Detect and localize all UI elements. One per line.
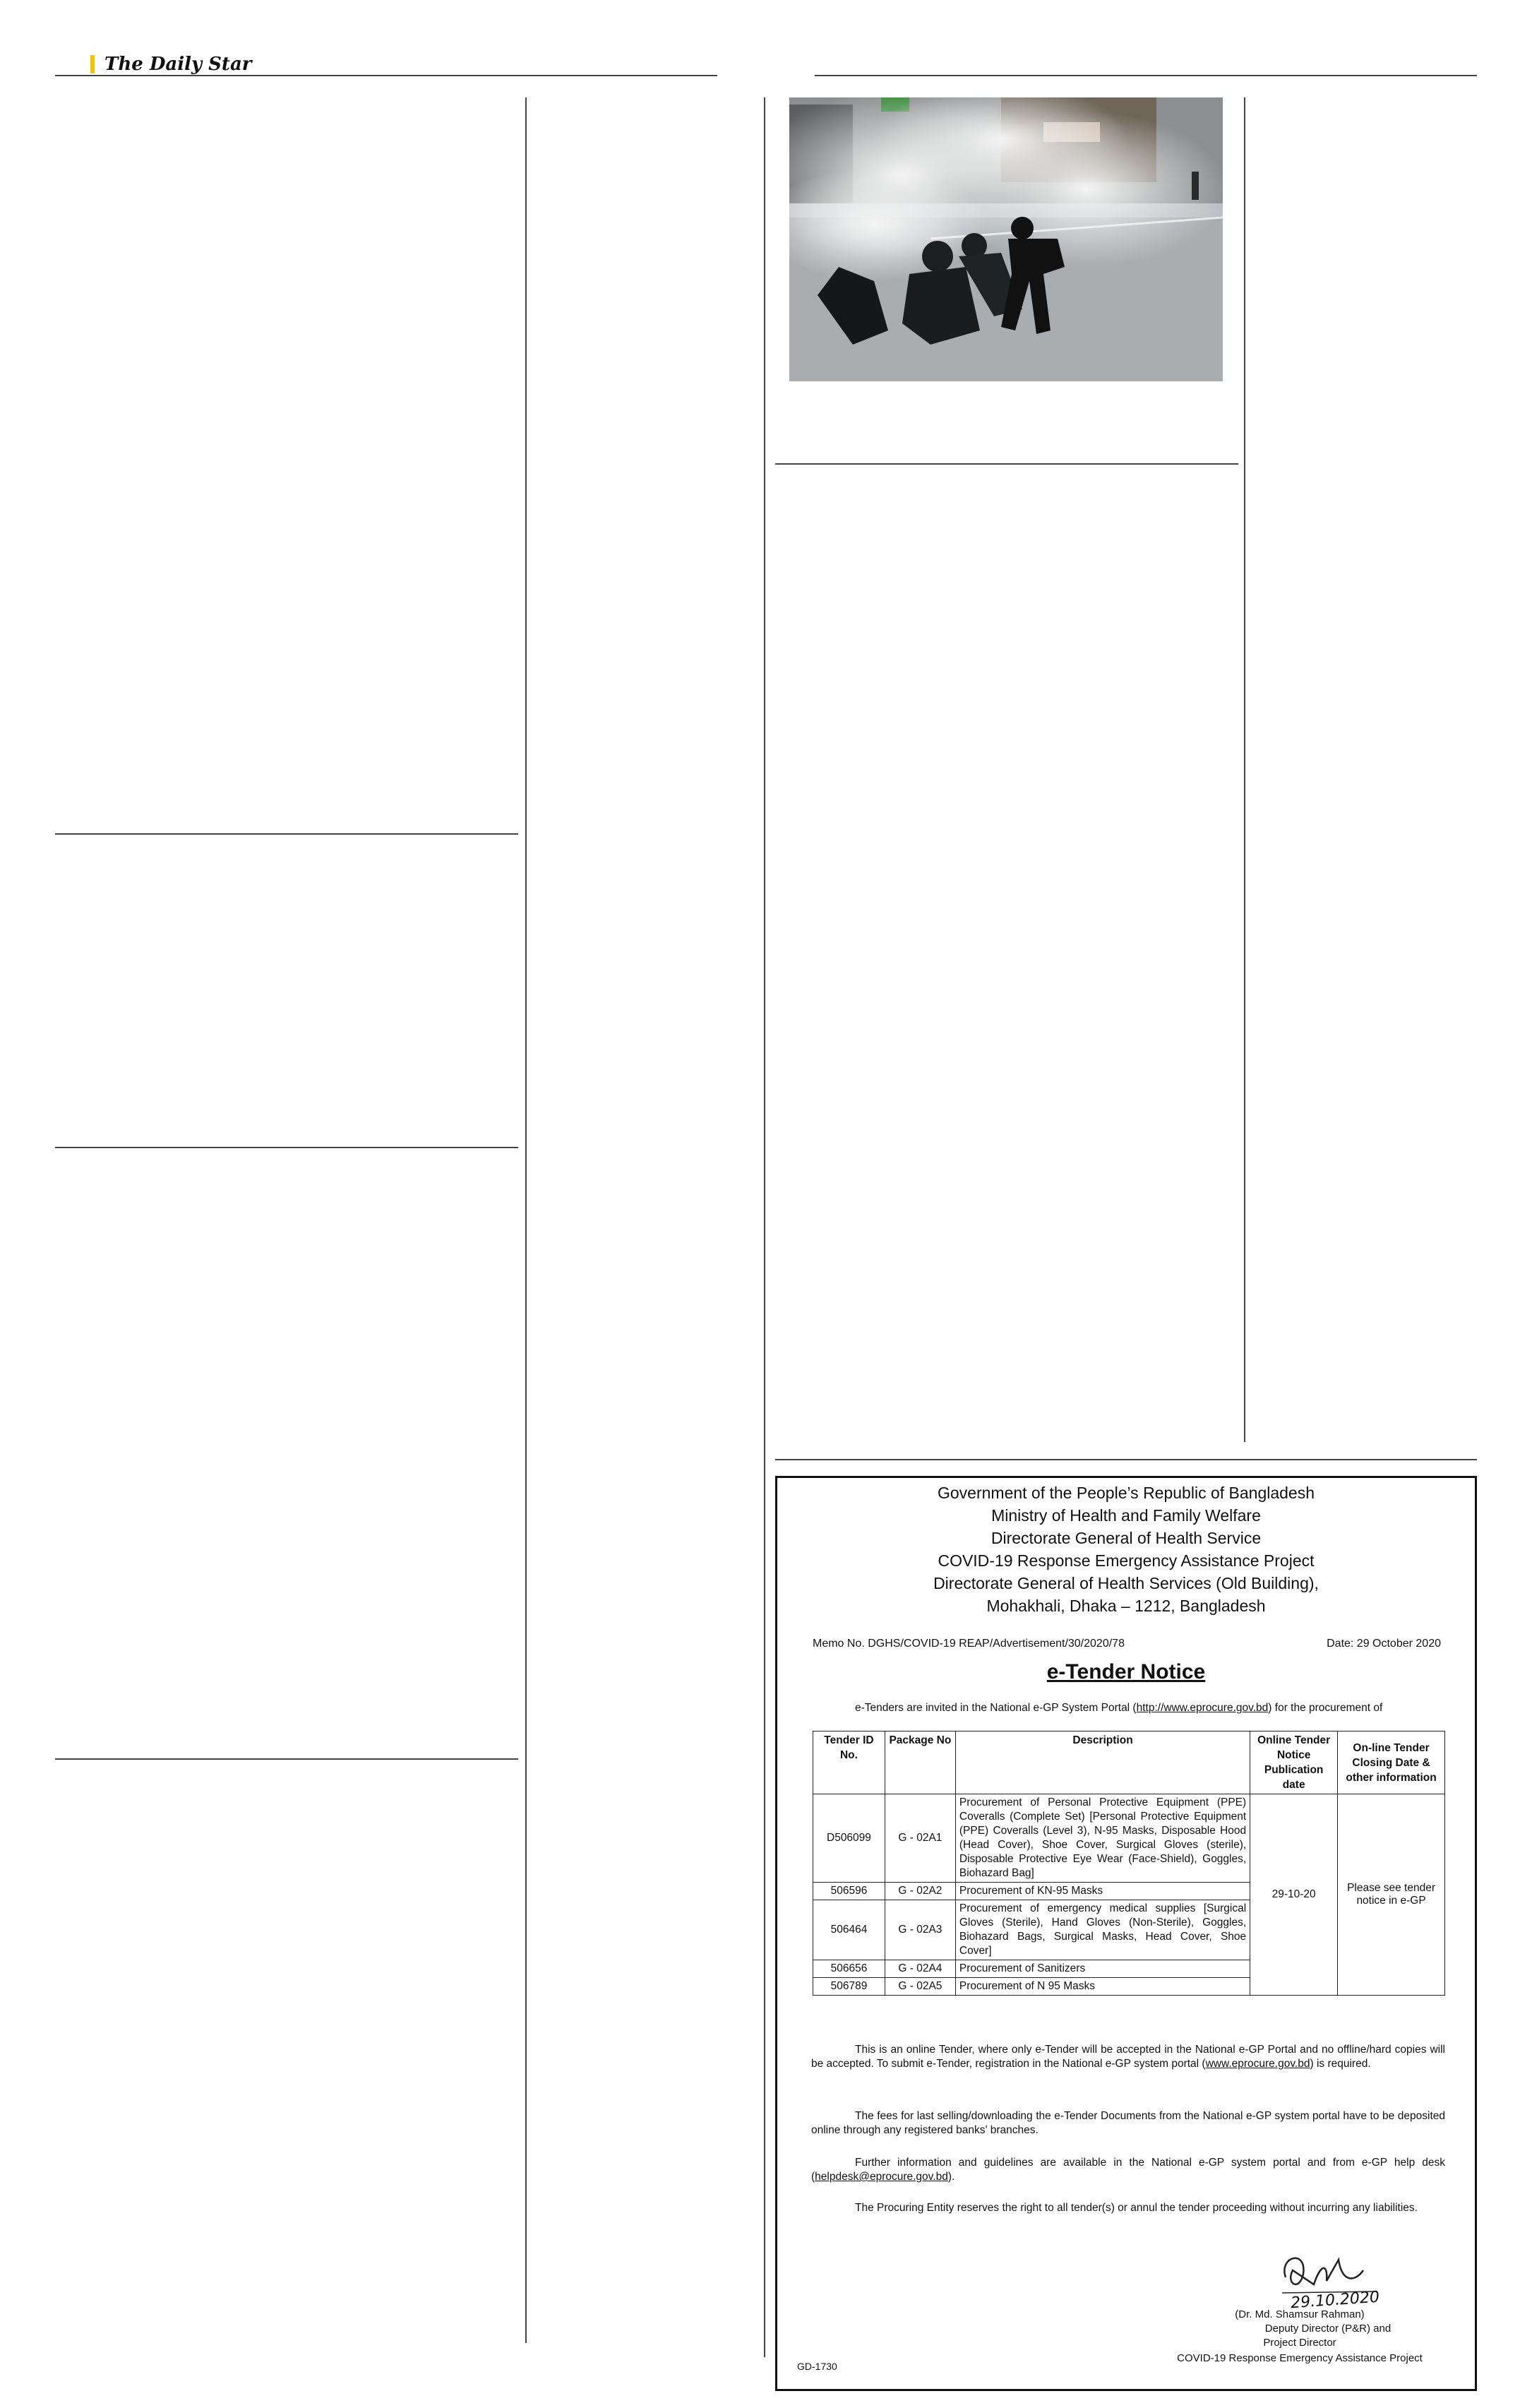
closing-info: Please see tender notice in e-GP — [1338, 1794, 1445, 1996]
news-photo — [789, 97, 1223, 381]
photo-bottom-rule — [775, 463, 1238, 465]
masthead-accent-bar — [90, 55, 95, 73]
online-tender-paragraph — [811, 2043, 1445, 2071]
intro-paragraph — [811, 1701, 1445, 1715]
column-divider-3 — [1244, 97, 1245, 1442]
table-row — [813, 1794, 1445, 1883]
intro-text-end: ) for the procurement of — [1268, 1702, 1383, 1714]
notice-header-line-1: Government of the People’s Republic of Bangladesh — [937, 1484, 1315, 1502]
notice-header-line-4: COVID-19 Response Emergency Assistance Project — [938, 1551, 1315, 1570]
news-photo-graphic — [789, 97, 1223, 381]
tender-description: Procurement of Personal Protective Equipment (PPE) Coveralls (Complete Set) [Personal Protective Equipment (PPE) Coveralls (Level 3), N-95 Masks, Disposable Hood (Head Cover), Shoe Cover, Surgical Gloves (sterile), Disposable Protective Eye Wear (Face-Shield), Goggles, Biohazard Bag] — [955, 1794, 1250, 1883]
signature-date: 29.10.2020 — [1290, 2288, 1380, 2313]
package-no: G - 02A5 — [885, 1978, 955, 1996]
signatory-title-2: Project Director — [1263, 2337, 1336, 2349]
col-header-publication-date: Online Tender Notice Publication date — [1250, 1732, 1338, 1794]
signatory-title-1: Deputy Director (P&R) and — [1264, 2323, 1392, 2335]
top-rule-left — [55, 75, 717, 76]
tender-description: Procurement of KN-95 Masks — [955, 1883, 1250, 1900]
eprocure-portal-link[interactable]: www.eprocure.gov.bd — [1205, 2058, 1310, 2070]
notice-header-line-6: Mohakhali, Dhaka – 1212, Bangladesh — [986, 1597, 1266, 1615]
tender-table — [813, 1731, 1445, 1996]
tender-id: 506656 — [813, 1960, 885, 1978]
signatory-name: (Dr. Md. Shamsur Rahman) — [1235, 2308, 1365, 2320]
tender-notice — [775, 1476, 1477, 2391]
intro-text: e-Tenders are invited in the National e-GP System Portal ( — [855, 1702, 1137, 1714]
section-rule-1 — [55, 833, 518, 835]
package-no: G - 02A2 — [885, 1883, 955, 1900]
info-text-end: ). — [947, 2171, 955, 2183]
tender-id: 506596 — [813, 1883, 885, 1900]
notice-top-rule — [775, 1459, 1477, 1460]
masthead-logo: The Daily Star — [104, 54, 252, 75]
notice-header-line-5: Directorate General of Health Services (Old Building), — [933, 1574, 1319, 1592]
notice-header-line-2: Ministry of Health and Family Welfare — [991, 1506, 1261, 1525]
reserve-rights-paragraph: The Procuring Entity reserves the right to all tender(s) or annul the tender proceeding without incurring any liabilities. — [855, 2202, 1418, 2214]
tender-description: Procurement of Sanitizers — [955, 1960, 1250, 1978]
publication-date: 29-10-20 — [1250, 1794, 1338, 1996]
tender-description: Procurement of N 95 Masks — [955, 1978, 1250, 1996]
notice-date: Date: 29 October 2020 — [1327, 1638, 1441, 1650]
col-header-package: Package No — [885, 1732, 955, 1794]
tender-id: 506464 — [813, 1900, 885, 1960]
package-no: G - 02A1 — [885, 1794, 955, 1883]
online-tender-text-end: ) is required. — [1310, 2058, 1371, 2070]
tender-description: Procurement of emergency medical supplies [Surgical Gloves (Sterile), Hand Gloves (Non-Sterile), Goggles, Biohazard Bags, Surgical Masks, Head Cover, Shoe Cover] — [955, 1900, 1250, 1960]
fees-paragraph: The fees for last selling/downloading the e-Tender Documents from the National e-GP system portal have to be deposited online through any registered banks' branches. — [811, 2110, 1445, 2136]
package-no: G - 02A3 — [885, 1900, 955, 1960]
col-header-description: Description — [955, 1732, 1250, 1794]
tender-id: D506099 — [813, 1794, 885, 1883]
col-header-tender-id: Tender ID No. — [813, 1732, 885, 1794]
memo-number: Memo No. DGHS/COVID-19 REAP/Advertisement/30/2020/78 — [813, 1638, 1125, 1650]
col-header-closing-info: On-line Tender Closing Date & other information — [1338, 1732, 1445, 1794]
section-rule-2 — [55, 1147, 518, 1148]
online-tender-text: This is an online Tender, where only e-Tender will be accepted in the National e-GP Portal and no offline/hard copies will be accepted. To submit e-Tender, registration in the National e-GP system portal ( — [811, 2044, 1445, 2070]
info-paragraph — [811, 2156, 1445, 2184]
helpdesk-email-link[interactable]: helpdesk@eprocure.gov.bd — [815, 2171, 948, 2183]
table-header-row — [813, 1732, 1445, 1794]
section-rule-3 — [55, 1758, 518, 1760]
info-text: Further information and guidelines are available in the National e-GP system portal and from e-GP help desk ( — [811, 2157, 1445, 2183]
package-no: G - 02A4 — [885, 1960, 955, 1978]
column-divider-2 — [764, 97, 765, 2357]
eprocure-link[interactable]: http://www.eprocure.gov.bd — [1136, 1702, 1269, 1714]
top-rule-right — [815, 75, 1477, 76]
notice-header-line-3: Directorate General of Health Service — [991, 1529, 1262, 1547]
column-divider-1 — [525, 97, 527, 2343]
signatory-project: COVID-19 Response Emergency Assistance Project — [1177, 2352, 1423, 2364]
notice-title: e-Tender Notice — [1046, 1660, 1206, 1683]
gd-code: GD-1730 — [797, 2361, 837, 2372]
tender-id: 506789 — [813, 1978, 885, 1996]
